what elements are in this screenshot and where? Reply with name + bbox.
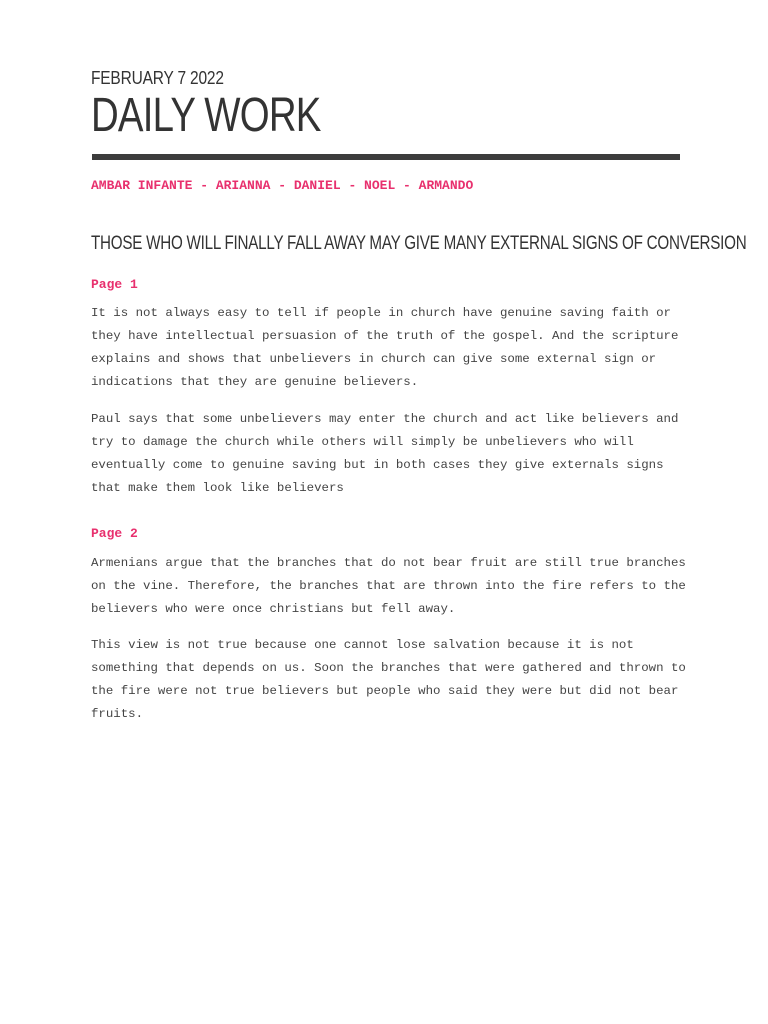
paragraph: It is not always easy to tell if people in church have genuine saving faith or they have intellectual persuasion of the truth of the gospel. And the scripture explains and shows that unbelievers in church can give some external sign or indications that they are genuine believers. bbox=[91, 306, 679, 389]
document-title: DAILY WORK bbox=[91, 89, 321, 142]
document-date: FEBRUARY 7 2022 bbox=[91, 68, 224, 88]
authors-line: AMBAR INFANTE - ARIANNA - DANIEL - NOEL - ARMANDO bbox=[91, 178, 474, 193]
paragraph: Paul says that some unbelievers may enter the church and act like believers and try to damage the church while others will simply be unbelievers who will eventually come to genuine saving but in both cases they give externals signs that make them look like believers bbox=[91, 412, 679, 495]
section-label-page-2: Page 2 bbox=[91, 526, 138, 541]
section-label-page-1: Page 1 bbox=[91, 277, 138, 292]
article-heading: THOSE WHO WILL FINALLY FALL AWAY MAY GIVE MANY EXTERNAL SIGNS OF CONVERSION bbox=[91, 233, 747, 254]
title-divider bbox=[92, 154, 680, 160]
paragraph: Armenians argue that the branches that do not bear fruit are still true branches on the vine. Therefore, the branches that are thrown into the fire refers to the believers who were once christians but fell away. bbox=[91, 556, 686, 616]
paragraph: This view is not true because one cannot lose salvation because it is not something that depends on us. Soon the branches that were gathered and thrown to the fire were not true believers but people who said they were but did not bear fruits. bbox=[91, 638, 686, 721]
